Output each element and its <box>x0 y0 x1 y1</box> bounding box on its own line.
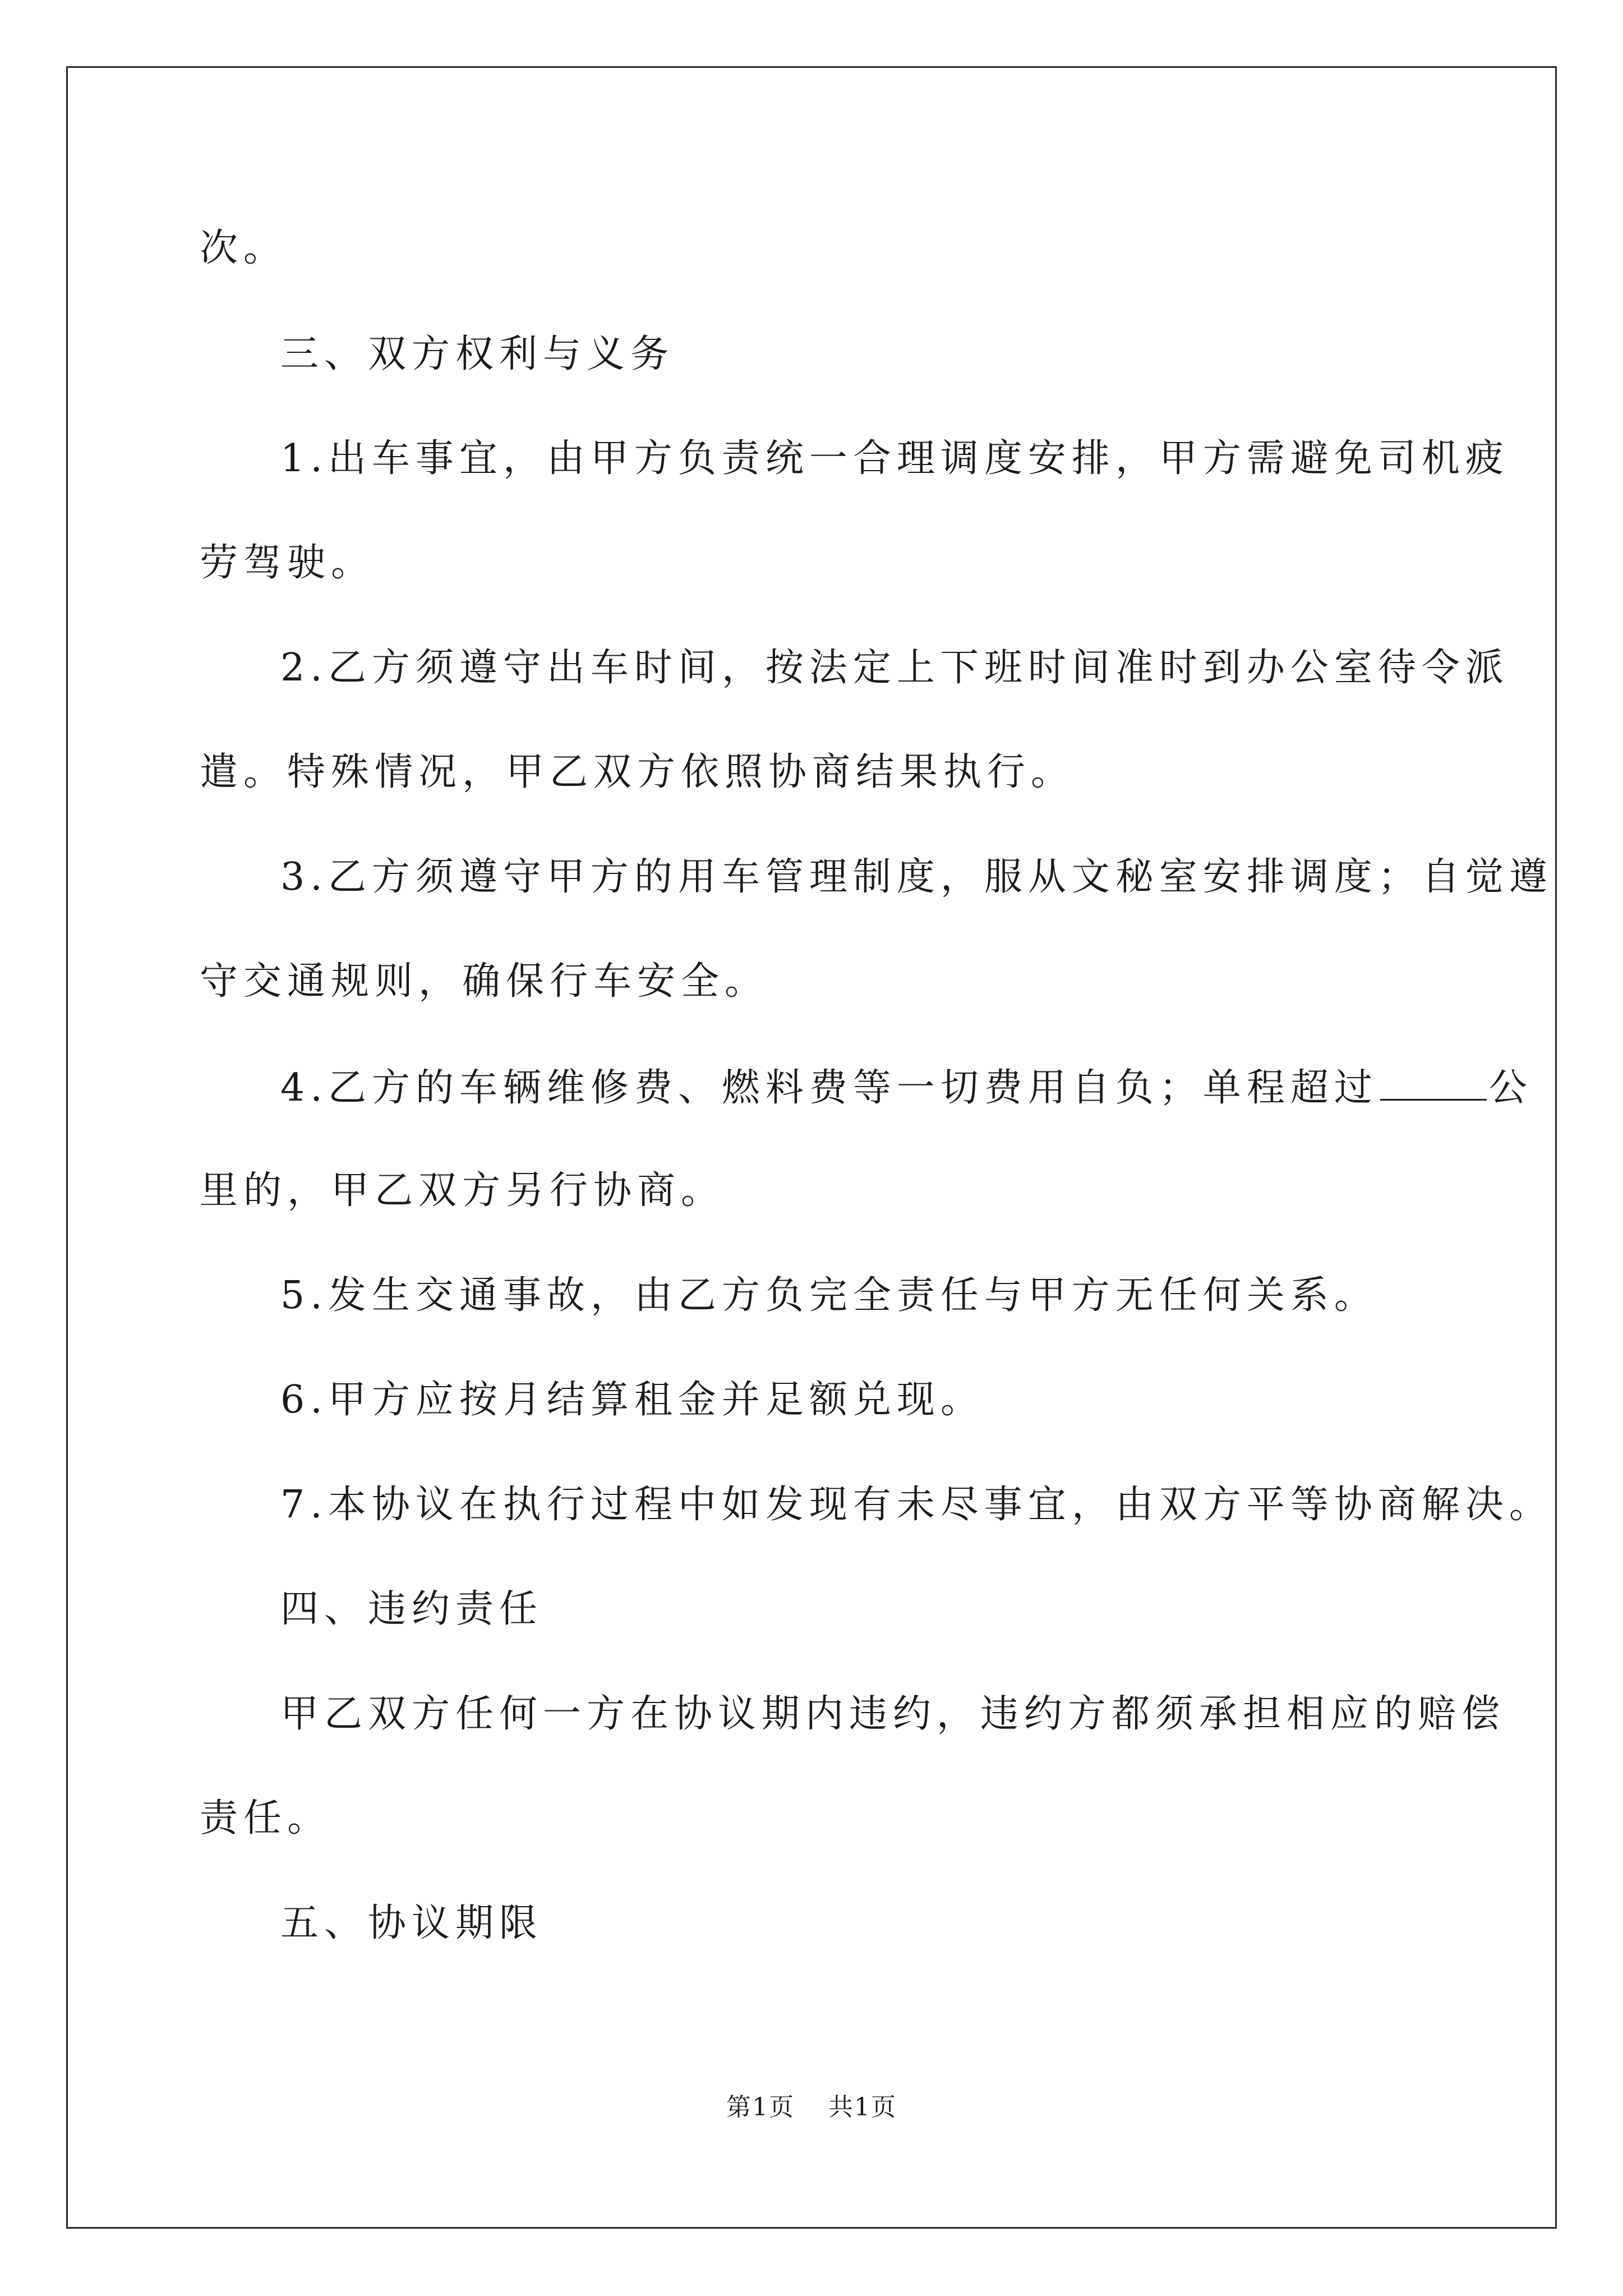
text-line: 甲乙双方任何一方在协议期内违约，违约方都须承担相应的赔偿 <box>280 1692 1506 1736</box>
text-line: 6.甲方应按月结算租金并足额兑现。 <box>280 1378 984 1422</box>
text-segment: 公 <box>1488 1066 1533 1110</box>
page-number-total: 共1页 <box>828 2093 897 2122</box>
text-segment: 4.乙方的车辆维修费、燃料费等一切费用自负；单程超过 <box>280 1066 1378 1110</box>
text-line: 7.本协议在执行过程中如发现有未尽事宜，由双方平等协商解决。 <box>280 1483 1553 1527</box>
text-line: 2.乙方须遵守出车时间，按法定上下班时间准时到办公室待令派 <box>280 646 1509 690</box>
text-line: 责任。 <box>200 1796 331 1841</box>
text-line: 次。 <box>200 226 288 270</box>
text-line: 守交通规则，确保行车安全。 <box>200 959 769 1004</box>
page-footer <box>0 2095 1623 2120</box>
text-line: 遣。特殊情况，甲乙双方依照协商结果执行。 <box>200 750 1075 794</box>
fill-in-blank[interactable] <box>1380 1068 1487 1101</box>
section-heading-breach-liability: 四、违约责任 <box>280 1587 543 1631</box>
text-line: 5.发生交通事故，由乙方负完全责任与甲方无任何关系。 <box>280 1273 1378 1318</box>
text-line-with-blank <box>280 1066 1533 1110</box>
text-line: 里的，甲乙双方另行协商。 <box>200 1168 725 1213</box>
section-heading-agreement-term: 五、协议期限 <box>280 1901 543 1945</box>
section-heading-rights-obligations: 三、双方权利与义务 <box>280 332 675 376</box>
text-line: 1.出车事宜，由甲方负责统一合理调度安排，甲方需避免司机疲 <box>280 436 1509 481</box>
text-line: 劳驾驶。 <box>200 541 375 585</box>
text-line: 3.乙方须遵守甲方的用车管理制度，服从文秘室安排调度；自觉遵 <box>280 855 1553 899</box>
page-number-current: 第1页 <box>726 2093 795 2122</box>
